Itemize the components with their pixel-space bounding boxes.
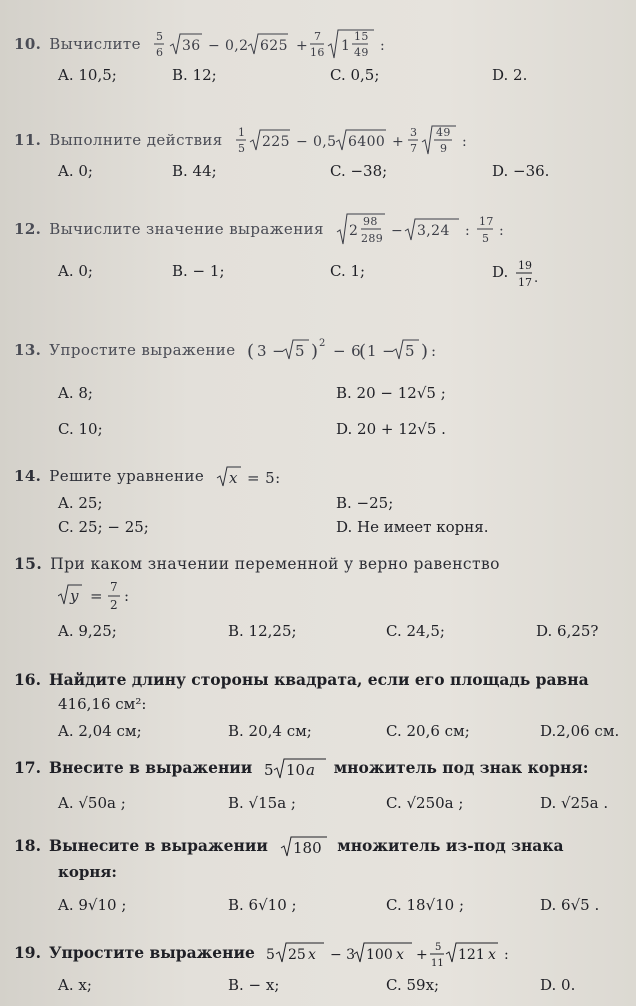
question-text-tail: множитель под знак корня: (333, 758, 589, 777)
question-stem (14, 28, 634, 62)
svg-text:6400: 6400 (347, 134, 386, 150)
math-expression (152, 28, 442, 62)
option-c[interactable]: C. √250a ; (386, 794, 464, 812)
question-text: Решите уравнение (49, 467, 205, 485)
svg-text:17: 17 (518, 276, 532, 289)
option-b[interactable]: B. − x; (228, 976, 280, 994)
option-d[interactable]: D. 6√5 . (540, 896, 600, 914)
svg-text:3,24: 3,24 (417, 223, 450, 239)
option-c[interactable]: C. 25; − 25; (58, 518, 149, 536)
svg-text:11: 11 (431, 958, 445, 969)
svg-text:+: + (416, 947, 429, 963)
svg-text:19: 19 (518, 259, 532, 272)
option-b[interactable]: B. 12,25; (228, 622, 297, 640)
question-16 (14, 668, 634, 744)
svg-text:100: 100 (366, 947, 394, 963)
svg-text:7: 7 (314, 30, 322, 43)
answer-options-row2 (14, 416, 634, 446)
svg-text:25: 25 (288, 947, 307, 963)
svg-text:36: 36 (182, 38, 201, 54)
svg-text:− 3: − 3 (330, 947, 356, 963)
question-13 (14, 336, 634, 446)
option-d[interactable]: D.2,06 см. (540, 722, 620, 740)
svg-text::: : (504, 947, 509, 963)
question-11 (14, 124, 634, 184)
question-14 (14, 464, 634, 538)
option-d[interactable]: D. 2. (492, 66, 528, 84)
answer-options-row1 (14, 380, 634, 410)
question-number: 18. (14, 836, 41, 855)
option-c[interactable]: C. 0,5; (330, 66, 380, 84)
svg-text::: : (465, 223, 471, 239)
answer-options (14, 618, 634, 644)
svg-text:17: 17 (479, 215, 494, 228)
question-continuation: 416,16 см²: (58, 695, 147, 713)
svg-text::: : (430, 342, 437, 360)
question-text: Упростите выражение (49, 341, 236, 359)
svg-text:289: 289 (361, 232, 384, 245)
question-text: Упростите выражение (48, 943, 255, 962)
answer-options (14, 158, 634, 184)
question-text: Вычислите (49, 35, 141, 53)
svg-text:98: 98 (363, 215, 378, 228)
option-a[interactable]: A. 2,04 см; (58, 722, 142, 740)
question-stem (14, 668, 634, 692)
option-d[interactable]: D. Не имеет корня. (336, 518, 489, 536)
option-d[interactable]: D. 0. (540, 976, 576, 994)
svg-text:+: + (391, 134, 404, 150)
answer-options-row2 (14, 514, 634, 538)
svg-text:15: 15 (354, 30, 369, 43)
svg-text:1: 1 (341, 38, 351, 54)
question-number: 13. (14, 341, 42, 359)
option-c[interactable]: C. 1; (330, 262, 366, 280)
question-stem (14, 552, 634, 576)
svg-text:= 5:: = 5: (247, 469, 281, 487)
svg-text:D.: D. (492, 263, 509, 281)
math-expression (266, 938, 546, 970)
svg-text:y: y (70, 587, 79, 605)
svg-text:225: 225 (261, 134, 290, 150)
question-number: 11. (14, 131, 42, 149)
svg-text:5: 5 (156, 30, 164, 43)
question-text: При каком значении переменной y верно равенство (50, 555, 500, 573)
svg-text:7: 7 (110, 580, 118, 594)
question-number: 15. (14, 554, 43, 573)
option-a[interactable]: A. 8; (58, 384, 93, 402)
option-a[interactable]: A. 0; (58, 262, 93, 280)
option-b[interactable]: B. −25; (336, 494, 394, 512)
math-expression (279, 834, 331, 860)
option-c[interactable]: C. 20,6 см; (386, 722, 470, 740)
option-d[interactable] (492, 258, 542, 292)
question-number: 19. (14, 943, 41, 962)
svg-text:+: + (296, 38, 309, 54)
svg-text:1: 1 (237, 126, 246, 139)
answer-options (14, 790, 634, 824)
svg-text:− 0,5: − 0,5 (295, 134, 337, 150)
question-stem (14, 938, 634, 970)
question-17 (14, 756, 634, 824)
svg-text:): ) (310, 341, 319, 362)
math-expression (335, 212, 575, 248)
question-10 (14, 28, 634, 88)
question-stem (14, 464, 634, 490)
svg-text:a: a (305, 761, 315, 779)
question-text: Вынесите в выражении (48, 836, 268, 855)
question-continuation (14, 576, 634, 616)
svg-text:x: x (229, 469, 239, 487)
option-d[interactable]: D. −36. (492, 162, 550, 180)
svg-text:.: . (534, 271, 539, 286)
svg-text:49: 49 (435, 126, 451, 139)
svg-text:9: 9 (439, 142, 448, 155)
answer-options-row1 (14, 490, 634, 514)
answer-options (14, 62, 634, 88)
option-a[interactable]: A. √50a ; (58, 794, 126, 812)
svg-text:− 6: − 6 (332, 342, 361, 360)
svg-text:2: 2 (110, 598, 118, 612)
svg-text:5: 5 (237, 142, 246, 155)
question-12 (14, 212, 634, 288)
option-b[interactable]: B. 44; (172, 162, 217, 180)
question-text: Внесите в выражении (48, 758, 253, 777)
svg-text:5: 5 (435, 942, 442, 953)
option-c[interactable]: C. 59x; (386, 976, 440, 994)
svg-text:=: = (90, 587, 103, 605)
question-number: 10. (14, 35, 42, 53)
option-a[interactable]: A. 25; (58, 494, 103, 512)
question-number: 12. (14, 220, 42, 238)
svg-text:3: 3 (409, 126, 418, 139)
svg-text:5: 5 (263, 761, 274, 779)
svg-text:x: x (488, 947, 497, 963)
option-a[interactable]: A. 0; (58, 162, 93, 180)
math-expression (234, 124, 544, 158)
option-d[interactable]: D. 6,25? (536, 622, 599, 640)
question-continuation: корня: (58, 863, 117, 881)
svg-text:−: − (391, 223, 404, 239)
option-b[interactable]: B. 12; (172, 66, 217, 84)
svg-text:x: x (396, 947, 405, 963)
option-c[interactable]: C. −38; (330, 162, 388, 180)
svg-text:6: 6 (156, 46, 164, 59)
question-stem (14, 212, 634, 248)
svg-text:x: x (308, 947, 317, 963)
option-c[interactable]: C. 24,5; (386, 622, 445, 640)
question-18 (14, 834, 634, 928)
svg-text::: : (461, 134, 467, 150)
question-stem (14, 336, 634, 366)
svg-text:5: 5 (404, 342, 415, 360)
svg-text:(: ( (246, 341, 255, 362)
svg-text:1 −: 1 − (366, 342, 395, 360)
svg-text:121: 121 (458, 947, 486, 963)
option-b[interactable]: B. 6√10 ; (228, 896, 297, 914)
option-d[interactable]: D. √25a . (540, 794, 609, 812)
option-a[interactable]: A. 9√10 ; (58, 896, 127, 914)
svg-text:2: 2 (349, 223, 359, 239)
option-a[interactable]: A. 10,5; (58, 66, 117, 84)
svg-text::: : (380, 38, 386, 54)
svg-text:625: 625 (260, 38, 288, 54)
svg-text:180: 180 (293, 839, 322, 857)
option-a[interactable]: A. x; (58, 976, 92, 994)
svg-text:2: 2 (318, 338, 326, 349)
svg-text:10: 10 (285, 761, 305, 779)
question-15 (14, 552, 634, 644)
svg-text:49: 49 (354, 46, 369, 59)
svg-text:5: 5 (266, 947, 276, 963)
option-b[interactable]: B. √15a ; (228, 794, 296, 812)
question-number: 16. (14, 670, 41, 689)
question-number: 17. (14, 758, 41, 777)
question-text: Выполните действия (49, 131, 223, 149)
svg-text:5: 5 (482, 232, 490, 245)
svg-text:): ) (420, 341, 429, 362)
option-c[interactable]: C. 10; (58, 420, 103, 438)
svg-text::: : (499, 223, 505, 239)
option-b[interactable]: B. − 1; (172, 262, 225, 280)
math-expression (215, 464, 305, 490)
answer-options (14, 248, 634, 288)
question-stem (14, 834, 634, 860)
answer-options (14, 892, 634, 928)
svg-text:16: 16 (310, 46, 325, 59)
option-a[interactable]: A. 9,25; (58, 622, 117, 640)
option-c[interactable]: C. 18√10 ; (386, 896, 465, 914)
svg-text::: : (124, 587, 130, 605)
question-text-tail: множитель из-под знака (337, 836, 564, 855)
svg-text:5: 5 (294, 342, 305, 360)
math-expression (264, 756, 328, 782)
option-b[interactable]: B. 20,4 см; (228, 722, 312, 740)
question-19 (14, 938, 634, 998)
svg-text:− 0,2: − 0,2 (208, 38, 249, 54)
question-stem (14, 124, 634, 158)
option-b[interactable]: B. 20 − 12√5 ; (336, 384, 446, 402)
math-expression (247, 336, 477, 366)
question-stem (14, 756, 634, 782)
answer-options (14, 718, 634, 744)
svg-text:3 −: 3 − (256, 342, 285, 360)
svg-text:7: 7 (409, 142, 418, 155)
question-text: Вычислите значение выражения (49, 220, 324, 238)
answer-options (14, 972, 634, 998)
question-text: Найдите длину стороны квадрата, если его площадь равна (48, 670, 589, 689)
option-d[interactable]: D. 20 + 12√5 . (336, 420, 446, 438)
svg-text:(: ( (358, 341, 367, 362)
question-number: 14. (14, 467, 42, 485)
